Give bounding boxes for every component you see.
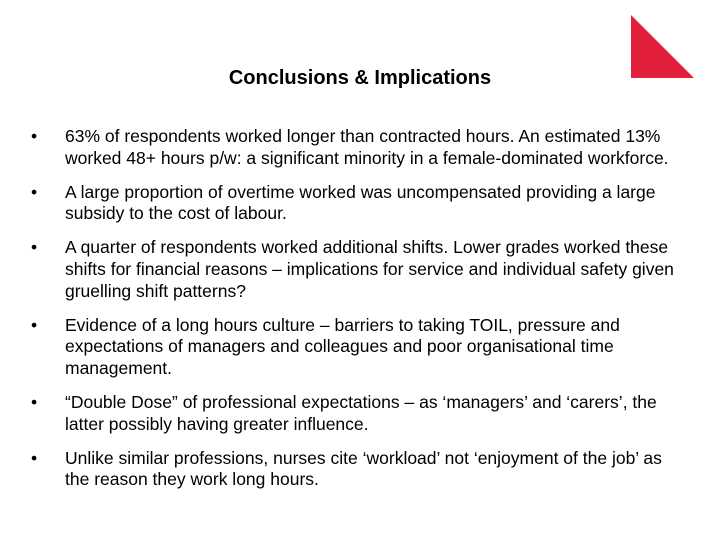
bullet-text: Unlike similar professions, nurses cite ‘workload’ not ‘enjoyment of the job’ as the reason they work long hours. (65, 447, 662, 490)
bullet-text: Evidence of a long hours culture – barriers to taking TOIL, pressure and expectations of managers and colleagues and poor organisational time management. (65, 314, 620, 378)
bullet-dot: • (31, 447, 38, 468)
bullet-item (31, 237, 691, 302)
bullet-dot: • (31, 181, 38, 202)
bullet-list (31, 126, 691, 503)
bullet-item (31, 126, 691, 169)
bullet-item (31, 448, 691, 491)
bullet-item (31, 392, 691, 435)
bullet-dot: • (31, 237, 38, 258)
bullet-dot: • (31, 314, 38, 335)
bullet-item (31, 182, 691, 225)
bullet-text: A large proportion of overtime worked was uncompensated providing a large subsidy to the cost of labour. (65, 181, 656, 224)
slide-title: Conclusions & Implications (228, 67, 492, 89)
bullet-text: 63% of respondents worked longer than contracted hours. An estimated 13% worked 48+ hours p/w: a significant minority in a female-dominated workforce. (65, 126, 669, 168)
bullet-item (31, 315, 691, 380)
bullet-dot: • (31, 126, 38, 146)
bullet-text: A quarter of respondents worked additional shifts. Lower grades worked these shifts for financial reasons – implications for service and individual safety given gruelling shift patterns? (65, 237, 674, 301)
bullet-dot: • (31, 391, 38, 412)
bullet-text: “Double Dose” of professional expectations – as ‘managers’ and ‘carers’, the latter possibly having greater influence. (65, 391, 657, 434)
